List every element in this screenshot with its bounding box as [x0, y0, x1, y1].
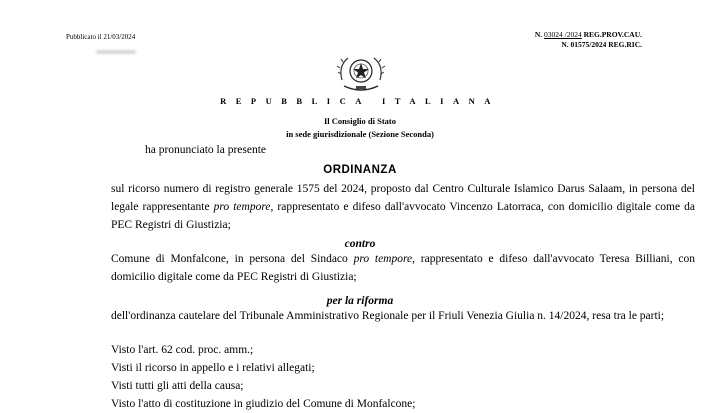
riforma-paragraph: dell'ordinanza cautelare del Tribunale Amministrativo Regionale per il Friuli Venezia Giulia n. 14/2024, resa tra le parti; [111, 310, 665, 322]
reg-prov-label: REG.PROV.CAU. [583, 30, 642, 39]
council-section: in sede giurisdizionale (Sezione Seconda) [286, 129, 434, 139]
publication-date: Pubblicato il 21/03/2024 [66, 33, 136, 41]
republic-heading: REPUBBLICA ITALIANA [220, 96, 500, 106]
visti-item: Visti il ricorso in appello e i relativi allegati; [111, 362, 315, 374]
respondent-paragraph [111, 250, 695, 286]
appellant-italic: pro tempore [213, 201, 271, 213]
visti-item: Visto l'atto di costituzione in giudizio del Comune di Monfalcone; [111, 398, 416, 410]
council-name: Il Consiglio di Stato [323, 116, 397, 126]
visti-item: Visto l'art. 62 cod. proc. amm.; [111, 344, 254, 356]
reg-prov-value: 03024 /2024 [543, 30, 582, 39]
appellant-text: sul ricorso numero di registro generale 1575 del 2024, proposto dal Centro Culturale Islamico Darus Salaam, in persona del legale rappresentante [111, 183, 695, 213]
appellant-paragraph [111, 180, 695, 234]
reg-prov-number [535, 30, 642, 39]
reg-prov-prefix: N. [534, 30, 543, 39]
ordinance-heading: ORDINANZA [323, 164, 397, 176]
emblem-of-italy-icon [334, 50, 388, 96]
intro-line: ha pronunciato la presente [145, 144, 267, 156]
riforma-heading: per la riforma [326, 295, 394, 307]
contro-heading: contro [344, 238, 376, 250]
visti-list [111, 341, 416, 413]
respondent-italic: pro tempore [353, 253, 413, 265]
visti-item: Visti tutti gli atti della causa; [111, 380, 244, 392]
appellant-text-end: , rappresentato e difeso dall'avvocato Vincenzo Latorraca, con domicilio digitale come da PEC Registri di Giustizia; [111, 201, 696, 231]
scan-smudge [96, 50, 136, 54]
respondent-text: Comune di Monfalcone, in persona del Sindaco [111, 253, 354, 265]
respondent-text-end: , rappresentato e difeso dall'avvocato Teresa Billiani, con domicilio digitale come da PEC Registri di Giustizia; [111, 253, 695, 283]
reg-ric-number: N. 01575/2024 REG.RIC. [561, 40, 642, 49]
